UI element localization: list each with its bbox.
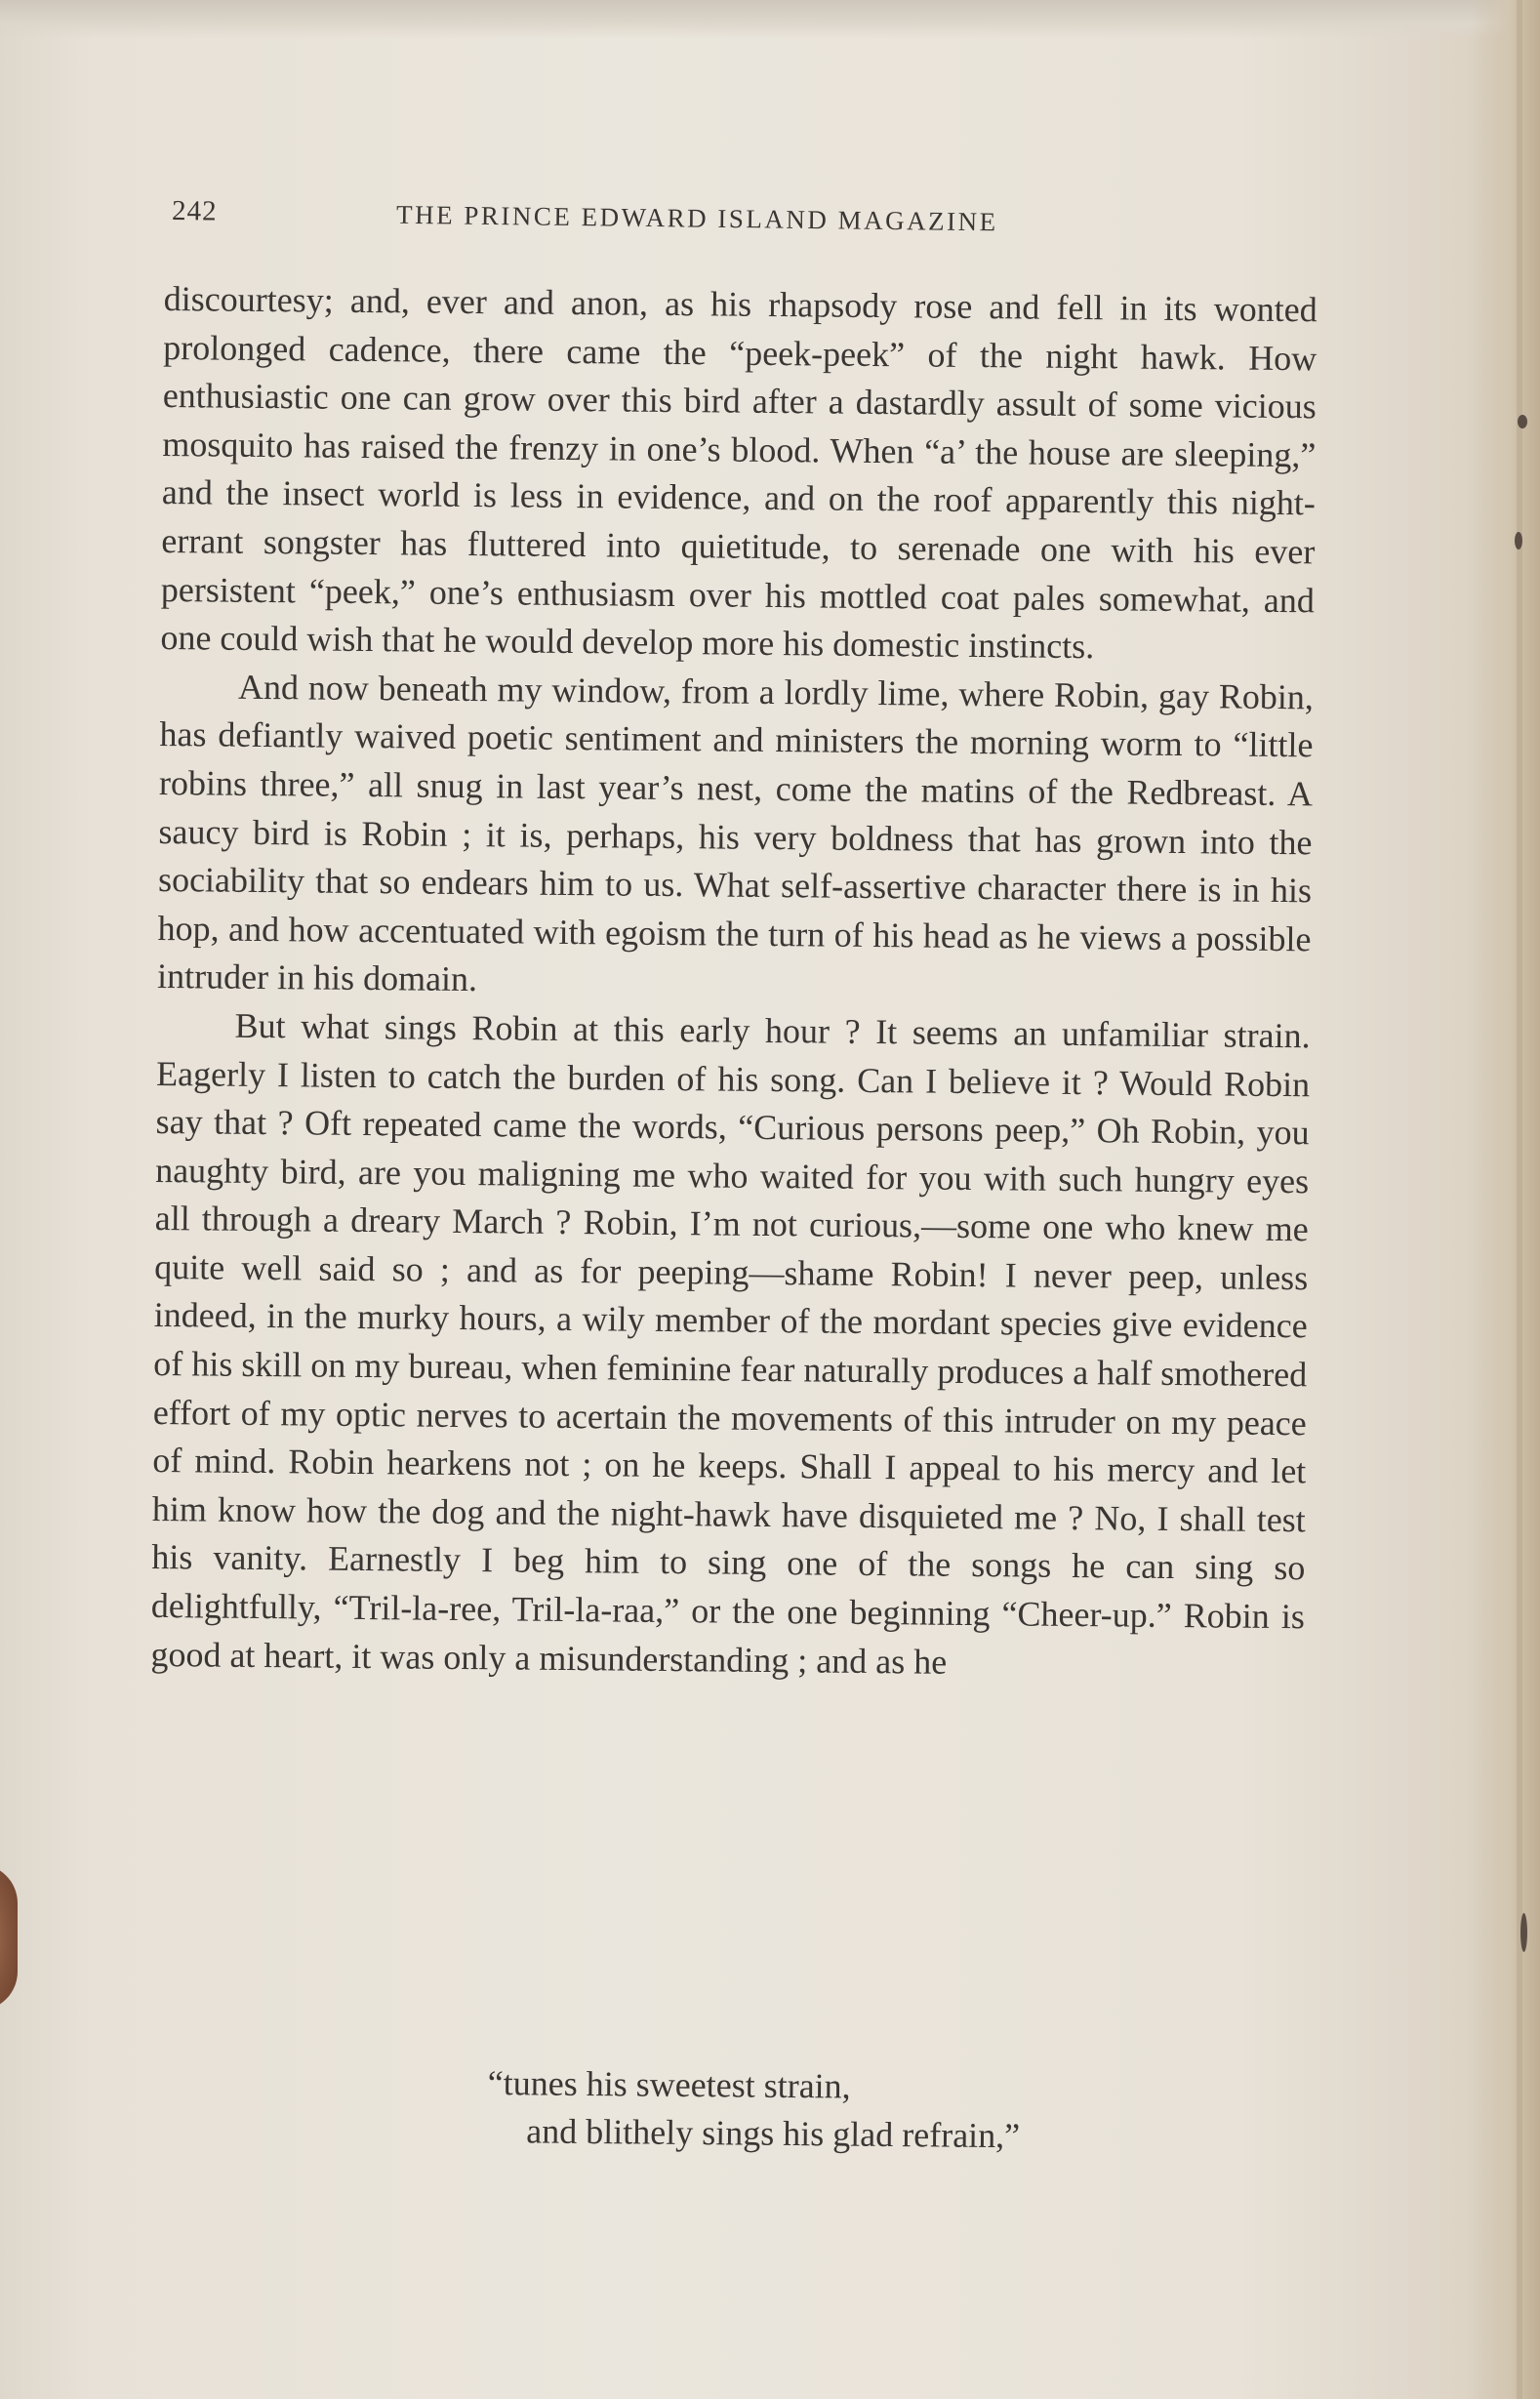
paragraph-1: discourtesy; and, ever and anon, as his rhapsody rose and fell in its wonted prolonged cadence, there came the “peek-peek” of the night hawk. How enthusiastic one can grow over this bird after a dastardly assult of some vicious mosquito has raised the frenzy in one’s blood. When “a’ the house are sleeping,” and the insect world is less in evidence, and on the roof apparently this night-errant songster has fluttered into quietitude, to serenade one with his ever persistent “peek,” one’s enthusiasm over his mottled coat pales somewhat, and one could wish that he would develop more his domestic instincts. [160, 278, 1317, 667]
page-tab-mark [0, 1864, 18, 2011]
ink-speck [1515, 532, 1522, 549]
journal-title: THE PRINCE EDWARD ISLAND MAGAZINE [395, 199, 998, 237]
paragraph-3: But what sings Robin at this early hour ? It seems an unfamiliar strain. Eagerly I listen to catch the burden of his song. Can I believe it ? Would Robin say that ? Oft repeated came the words, “Curious persons peep,” Oh Robin, you naughty bird, are you maligning me who waited for you with such hungry eyes all through a dreary March ? Robin, I’m not curious,—some one who knew me quite well said so ; and as for peeping—shame Robin! I never peep, unless indeed, in the murky hours, a wily member of the mordant species give evidence of his skill on my bureau, when feminine fear naturally produces a half smothered effort of my optic nerves to acertain the movements of this intruder on my peace of mind. Robin hearkens not ; on he keeps. Shall I appeal to his mercy and let him know how the dog and the night-hawk have disquieted me ? No, I shall test his vanity. Earnestly I beg him to sing one of the songs he can sing so delightfully, “Tril-la-ree, Tril-la-raa,” or the one beginning “Cheer-up.” Robin is good at heart, it was only a misunderstanding ; and as he [150, 1005, 1311, 1682]
running-head [172, 195, 1149, 265]
page-number: 242 [171, 195, 218, 227]
page-top-edge [0, 0, 1540, 39]
verse-line-2: and blithely sings his glad refrain,” [526, 2111, 1021, 2156]
ink-speck [1520, 1913, 1527, 1952]
ink-speck [1518, 415, 1527, 428]
verse-line-1: “tunes his sweetest strain, [487, 2062, 851, 2106]
binding-shadow [1517, 0, 1522, 2399]
paragraph-2: And now beneath my window, from a lordly lime, where Robin, gay Robin, has defiantly waived poetic sentiment and ministers the morning worm to “little robins three,” all snug in last year’s nest, come the matins of the Redbreast. A saucy bird is Robin ; it is, perhaps, his very boldness that has grown into the sociability that so endears him to us. What self-assertive character there is in his hop, and how accentuated with egoism the turn of his head as he views a possible intruder in his domain. [156, 667, 1315, 999]
article-body [150, 275, 1317, 1689]
verse-quote [487, 2059, 1021, 2160]
page-right-edge [1472, 0, 1540, 2399]
